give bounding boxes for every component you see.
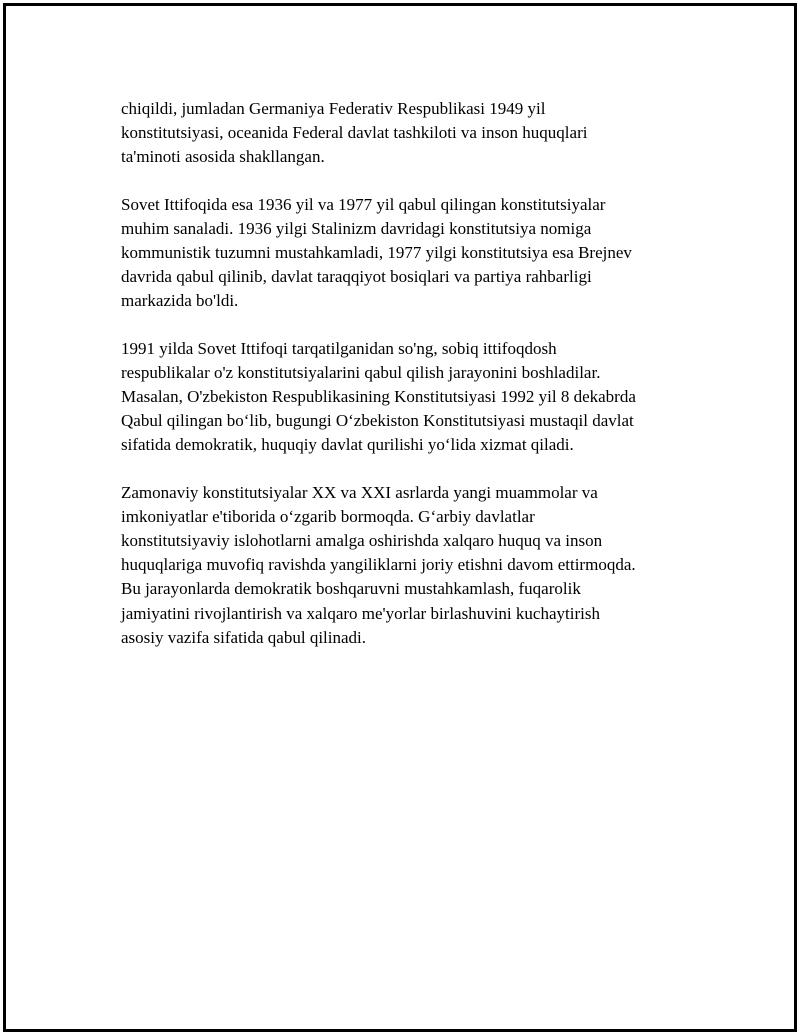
- paragraph-2: [121, 193, 691, 314]
- document-page: [3, 3, 797, 1032]
- text-line: huquqlariga muvofiq ravishda yangiliklarni joriy etishni davom ettirmoqda.: [121, 555, 636, 575]
- paragraph-1: [121, 97, 691, 170]
- document-body: [121, 97, 691, 673]
- text-line: davrida qabul qilinib, davlat taraqqiyot bosiqlari va partiya rahbarligi: [121, 267, 592, 287]
- text-line: Masalan, O'zbekiston Respublikasining Konstitutsiyasi 1992 yil 8 dekabrda: [121, 387, 636, 407]
- text-line: Bu jarayonlarda demokratik boshqaruvni mustahkamlash, fuqarolik: [121, 579, 581, 599]
- text-line: muhim sanaladi. 1936 yilgi Stalinizm davridagi konstitutsiya nomiga: [121, 218, 592, 238]
- text-line: markazida bo'ldi.: [121, 291, 239, 311]
- text-line: ta'minoti asosida shakllangan.: [121, 147, 325, 167]
- text-line: kommunistik tuzumni mustahkamladi, 1977 yilgi konstitutsiya esa Brejnev: [121, 243, 632, 263]
- text-line: Qabul qilingan bo‘lib, bugungi O‘zbekiston Konstitutsiyasi mustaqil davlat: [121, 411, 634, 431]
- text-line: Sovet Ittifoqida esa 1936 yil va 1977 yil qabul qilingan konstitutsiyalar: [121, 194, 606, 214]
- text-line: Zamonaviy konstitutsiyalar XX va XXI asrlarda yangi muammolar va: [121, 482, 598, 502]
- text-line: konstitutsiyasi, oceanida Federal davlat tashkiloti va inson huquqlari: [121, 123, 588, 143]
- text-line: imkoniyatlar e'tiborida o‘zgarib bormoqda. G‘arbiy davlatlar: [121, 506, 535, 526]
- text-line: asosiy vazifa sifatida qabul qilinadi.: [121, 627, 367, 647]
- text-line: sifatida demokratik, huquqiy davlat qurilishi yo‘lida xizmat qiladi.: [121, 435, 574, 455]
- text-line: jamiyatini rivojlantirish va xalqaro me'yorlar birlashuvini kuchaytirish: [121, 603, 600, 623]
- paragraph-3: [121, 337, 691, 458]
- paragraph-4: [121, 481, 691, 650]
- text-line: 1991 yilda Sovet Ittifoqi tarqatilganidan so'ng, sobiq ittifoqdosh: [121, 338, 557, 358]
- text-line: chiqildi, jumladan Germaniya Federativ Respublikasi 1949 yil: [121, 99, 546, 118]
- text-line: konstitutsiyaviy islohotlarni amalga oshirishda xalqaro huquq va inson: [121, 531, 603, 551]
- text-line: respublikalar o'z konstitutsiyalarini qabul qilish jarayonini boshladilar.: [121, 362, 601, 382]
